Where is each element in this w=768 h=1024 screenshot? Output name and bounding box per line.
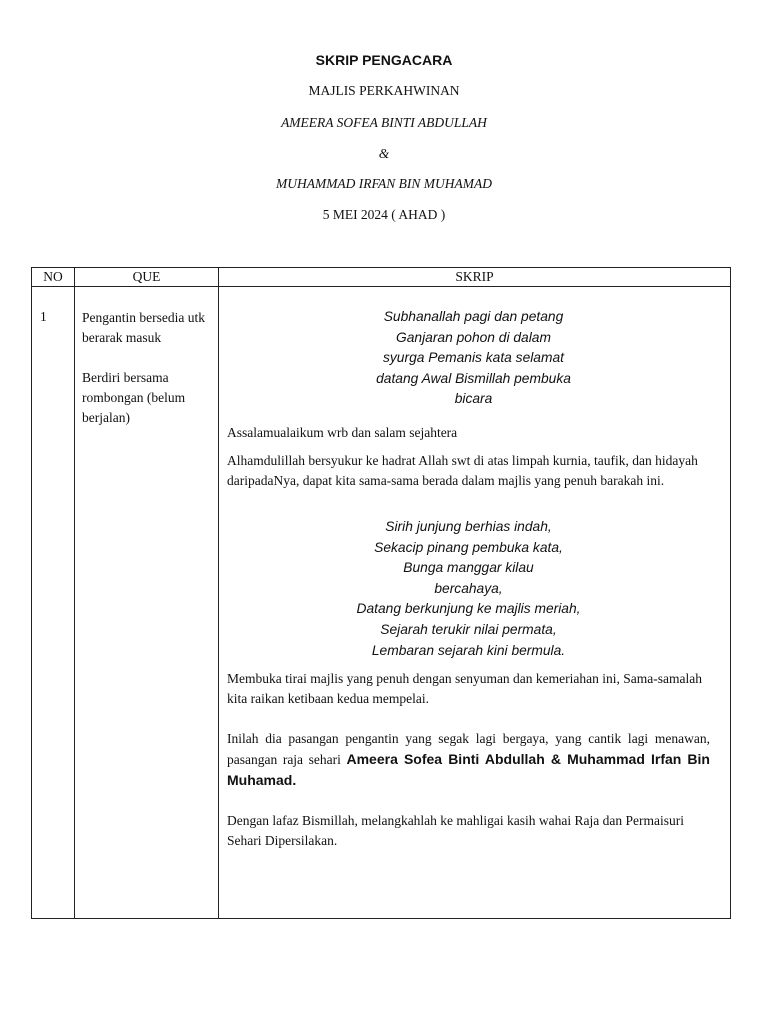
table-row bbox=[32, 287, 731, 919]
event-date: 5 MEI 2024 ( AHAD ) bbox=[322, 207, 446, 222]
pantun-line: datang Awal Bismillah pembuka bbox=[376, 370, 571, 386]
pantun-line: Lembaran sejarah kini bermula. bbox=[371, 642, 566, 658]
pantun-line: Ganjaran pohon di dalam bbox=[396, 329, 551, 345]
greeting-paragraph: Assalamualaikum wrb dan salam sejahtera bbox=[227, 424, 458, 440]
pantun-line: Sekacip pinang pembuka kata, bbox=[374, 539, 563, 555]
opening-pantun bbox=[287, 307, 660, 410]
bride-name: AMEERA SOFEA BINTI ABDULLAH bbox=[281, 115, 487, 130]
header-que: QUE bbox=[75, 268, 219, 287]
header-skrip: SKRIP bbox=[219, 268, 731, 287]
couple-names: Ameera Sofea Binti Abdullah & Muhammad Irfan Bin Muhamad. bbox=[227, 751, 710, 789]
table-header-row bbox=[32, 268, 731, 287]
script-cell bbox=[219, 287, 731, 919]
opening-paragraph: Membuka tirai majlis yang penuh dengan senyuman dan kemeriahan ini, Sama-samalah kita raikan ketibaan kedua mempelai. bbox=[227, 671, 702, 707]
gratitude-paragraph: Alhamdulillah bersyukur ke hadrat Allah swt di atas limpah kurnia, taufik, dan hidayah daripadaNya, dapat kita sama-sama berada dalam majlis yang penuh barakah ini. bbox=[227, 452, 698, 488]
row-number: 1 bbox=[32, 287, 75, 919]
pantun-line: Datang berkunjung ke majlis meriah, bbox=[356, 601, 581, 617]
pantun-line: bercahaya, bbox=[434, 580, 503, 596]
ampersand: & bbox=[378, 146, 390, 161]
introduction-paragraph bbox=[227, 729, 710, 791]
script-table bbox=[31, 267, 731, 919]
cue-text-2: Berdiri bersama rombongan (belum berjalan) bbox=[82, 370, 186, 425]
cue-cell bbox=[75, 287, 219, 919]
pantun-line: Sirih junjung berhias indah, bbox=[385, 518, 552, 534]
pantun-line: Subhanallah pagi dan petang bbox=[383, 309, 564, 324]
pantun-line: bicara bbox=[454, 391, 493, 407]
header-no: NO bbox=[32, 268, 75, 287]
groom-name: MUHAMMAD IRFAN BIN MUHAMAD bbox=[275, 176, 493, 191]
invitation-paragraph: Dengan lafaz Bismillah, melangkahlah ke mahligai kasih wahai Raja dan Permaisuri Sehari Dipersilakan. bbox=[227, 813, 684, 849]
document-title: SKRIP PENGACARA bbox=[315, 52, 453, 68]
pantun-line: syurga Pemanis kata selamat bbox=[383, 350, 564, 366]
cue-text-1: Pengantin bersedia utk berarak masuk bbox=[82, 310, 205, 345]
event-subtitle: MAJLIS PERKAHWINAN bbox=[308, 83, 460, 98]
pantun-line: Sejarah terukir nilai permata, bbox=[380, 621, 557, 637]
introduction-text: Inilah dia pasangan pengantin yang segak lagi bergaya, yang cantik lagi menawan, pasangan raja sehari bbox=[227, 731, 710, 768]
pantun-line: Bunga manggar kilau bbox=[403, 560, 534, 576]
second-pantun bbox=[227, 517, 710, 661]
